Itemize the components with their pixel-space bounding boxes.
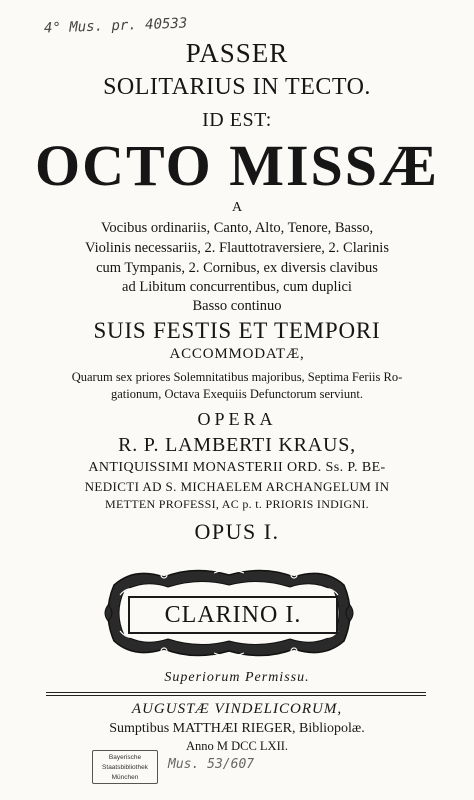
handwritten-shelfmark: 4° Mus. pr. 40533 [43, 15, 188, 37]
library-stamp-line-3: München [111, 774, 139, 781]
title-line-1: PASSER [185, 38, 289, 68]
instrumentation-line-4: ad Libitum concurrentibus, cum duplici [122, 279, 352, 295]
instrumentation-a: A [231, 200, 243, 215]
title-line-3: ID EST: [202, 109, 272, 131]
imprint-place: AUGUSTÆ VINDELICORUM, [131, 701, 343, 717]
imprint-year: Anno M DCC LXII. [185, 739, 289, 753]
library-stamp-line-1: Bayerische [108, 754, 142, 761]
imprint-divider-top [46, 692, 426, 693]
imprint-divider-bottom [46, 695, 426, 696]
main-title: OCTO MISSÆ [34, 133, 440, 198]
library-stamp-line-2: Staatsbibliothek [102, 764, 148, 771]
library-stamp [92, 750, 158, 784]
opus-number: OPUS I. [194, 519, 280, 544]
imprint-publisher: Sumptibus MATTHÆI RIEGER, Bibliopolæ. [109, 721, 365, 736]
opera-label: OPERA [197, 409, 277, 429]
title-line-2: SOLITARIUS IN TECTO. [103, 74, 371, 100]
instrumentation-line-3: cum Tympanis, 2. Cornibus, ex diversis clavibus [96, 260, 378, 276]
permission-note: Superiorum Permissu. [164, 670, 310, 685]
dedication-line-2: gationum, Octava Exequiis Defunctorum serviunt. [110, 387, 364, 401]
instrumentation-line-2: Violinis necessariis, 2. Flauttotraversiere, 2. Clarinis [85, 240, 389, 256]
author-monastery-line-1: ANTIQUISSIMI MONASTERII ORD. Ss. P. BE- [88, 460, 386, 475]
handwritten-call-number: Mus. 53/607 [168, 757, 255, 772]
instrumentation-line-5: Basso continuo [192, 298, 282, 314]
part-name-label: CLARINO I. [128, 596, 338, 634]
author-monastery-line-3: METTEN PROFESSI, AC p. t. PRIORIS INDIGNI. [105, 497, 369, 511]
author-name: R. P. LAMBERTI KRAUS, [118, 434, 356, 456]
author-monastery-line-2: NEDICTI AD S. MICHAELEM ARCHANGELUM IN [84, 479, 390, 494]
instrumentation-line-1: Vocibus ordinariis, Canto, Alto, Tenore, Basso, [100, 220, 374, 236]
dedication-heading: SUIS FESTIS ET TEMPORI [93, 318, 381, 343]
dedication-line-1: Quarum sex priores Solemnitatibus majoribus, Septima Feriis Ro- [71, 370, 403, 384]
dedication-subheading: ACCOMMODATÆ, [169, 346, 305, 362]
